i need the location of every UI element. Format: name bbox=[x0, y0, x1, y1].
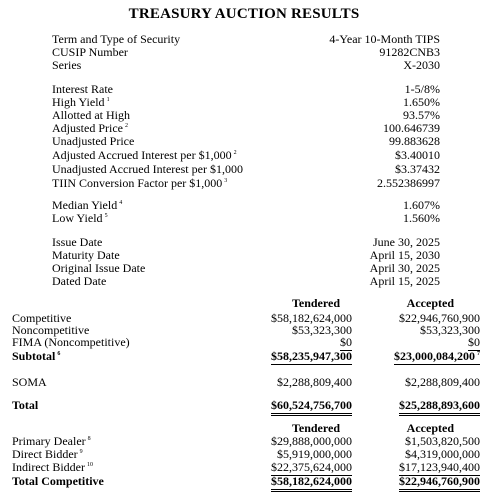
direct-bidder-tendered: $5,919,000,000 bbox=[277, 447, 352, 461]
allotted-value: 93.57% bbox=[403, 108, 440, 122]
low-yield-label: Low Yield $^5$ bbox=[52, 211, 108, 225]
noncompetitive-label: Noncompetitive bbox=[12, 323, 90, 337]
total-competitive-label: Total Competitive bbox=[12, 474, 104, 488]
footnote-marker: 2 bbox=[233, 150, 237, 156]
table1-tendered-header: Tendered bbox=[291, 296, 340, 310]
footnote-marker: 7 bbox=[477, 351, 480, 357]
unadjusted-accrued-label: Unadjusted Accrued Interest per $1,000 bbox=[52, 162, 243, 176]
term-type-value: 4-Year 10-Month TIPS bbox=[329, 32, 440, 46]
primary-dealer-label: Primary Dealer $^8$ bbox=[12, 434, 91, 448]
dated-date-value: April 15, 2025 bbox=[369, 274, 440, 288]
fima-accepted: $0 bbox=[468, 335, 480, 349]
median-yield-label: Median Yield $^4$ bbox=[52, 198, 123, 212]
direct-bidder-label: Direct Bidder $^9$ bbox=[12, 447, 83, 461]
low-yield-value: 1.560% bbox=[403, 211, 440, 225]
cusip-label: CUSIP Number bbox=[52, 45, 128, 59]
competitive-accepted: $22,946,760,900 bbox=[399, 311, 480, 325]
term-type-label: Term and Type of Security bbox=[52, 32, 181, 46]
soma-accepted: $2,288,809,400 bbox=[405, 375, 480, 389]
adjusted-accrued-value: $3.40010 bbox=[395, 148, 440, 162]
unadjusted-price-value: 99.883628 bbox=[389, 134, 440, 148]
original-issue-date-value: April 30, 2025 bbox=[369, 261, 440, 275]
footnote-marker: 4 bbox=[119, 200, 123, 206]
tiin-label: TIIN Conversion Factor per $1,000 $^3$ bbox=[52, 176, 228, 190]
series-value: X-2030 bbox=[403, 58, 440, 72]
cusip-value: 91282CNB3 bbox=[379, 45, 440, 59]
issue-date-label: Issue Date bbox=[52, 235, 103, 249]
indirect-bidder-tendered: $22,375,624,000 bbox=[271, 460, 352, 474]
interest-rate-label: Interest Rate bbox=[52, 82, 113, 96]
direct-bidder-accepted: $4,319,000,000 bbox=[405, 447, 480, 461]
primary-dealer-accepted: $1,503,820,500 bbox=[405, 434, 480, 448]
tiin-value: 2.552386997 bbox=[377, 176, 440, 190]
indirect-bidder-accepted: $17,123,940,400 bbox=[399, 460, 480, 474]
soma-tendered: $2,288,809,400 bbox=[277, 375, 352, 389]
indirect-bidder-label: Indirect Bidder $^{10}$ bbox=[12, 460, 93, 474]
maturity-date-label: Maturity Date bbox=[52, 248, 120, 262]
competitive-tendered: $58,182,624,000 bbox=[271, 311, 352, 325]
footnote-marker: 1 bbox=[106, 97, 110, 103]
maturity-date-value: April 15, 2030 bbox=[369, 248, 440, 262]
footnote-marker: 9 bbox=[79, 449, 83, 455]
fima-tendered: $0 bbox=[340, 335, 352, 349]
interest-rate-value: 1-5/8% bbox=[404, 82, 440, 96]
subtotal-tendered: $58,235,947,300 bbox=[271, 349, 352, 363]
fima-label: FIMA (Noncompetitive) bbox=[12, 335, 130, 349]
total-competitive-accepted: $22,946,760,900 bbox=[399, 474, 480, 492]
footnote-marker: 10 bbox=[86, 462, 93, 468]
high-yield-value: 1.650% bbox=[403, 95, 440, 109]
adjusted-accrued-label: Adjusted Accrued Interest per $1,000 $^2$ bbox=[52, 148, 237, 162]
subtotal-label: Subtotal $^6$ bbox=[12, 349, 61, 363]
original-issue-date-label: Original Issue Date bbox=[52, 261, 146, 275]
total-competitive-tendered: $58,182,624,000 bbox=[271, 474, 352, 492]
median-yield-value: 1.607% bbox=[403, 198, 440, 212]
total-accepted: $25,288,893,600 bbox=[399, 398, 480, 416]
footnote-marker: 2 bbox=[125, 123, 128, 129]
footnote-marker: 5 bbox=[104, 213, 108, 219]
total-tendered: $60,524,756,700 bbox=[271, 398, 352, 416]
allotted-label: Allotted at High bbox=[52, 108, 130, 122]
footnote-marker: 6 bbox=[57, 351, 61, 357]
high-yield-label: High Yield $^1$ bbox=[52, 95, 110, 109]
competitive-label: Competitive bbox=[12, 311, 72, 325]
footnote-marker: 8 bbox=[87, 436, 91, 442]
dated-date-label: Dated Date bbox=[52, 274, 107, 288]
series-label: Series bbox=[52, 58, 82, 72]
total-label: Total bbox=[12, 398, 39, 412]
noncompetitive-accepted: $53,323,300 bbox=[420, 323, 480, 337]
table1-accepted-header: Accepted bbox=[406, 296, 454, 310]
table2-accepted-header: Accepted bbox=[406, 421, 454, 435]
page-title: TREASURY AUCTION RESULTS bbox=[128, 6, 360, 22]
footnote-marker: 3 bbox=[224, 178, 228, 184]
adjusted-price-label: Adjusted Price $^2$ bbox=[52, 121, 128, 135]
unadjusted-accrued-value: $3.37432 bbox=[395, 162, 440, 176]
subtotal-accepted: $23,000,084,200 $^7$ bbox=[394, 349, 480, 363]
noncompetitive-tendered: $53,323,300 bbox=[292, 323, 352, 337]
adjusted-price-value: 100.646739 bbox=[383, 121, 440, 135]
table2-tendered-header: Tendered bbox=[291, 421, 340, 435]
soma-label: SOMA bbox=[12, 375, 47, 389]
unadjusted-price-label: Unadjusted Price bbox=[52, 134, 135, 148]
issue-date-value: June 30, 2025 bbox=[373, 235, 440, 249]
primary-dealer-tendered: $29,888,000,000 bbox=[271, 434, 352, 448]
